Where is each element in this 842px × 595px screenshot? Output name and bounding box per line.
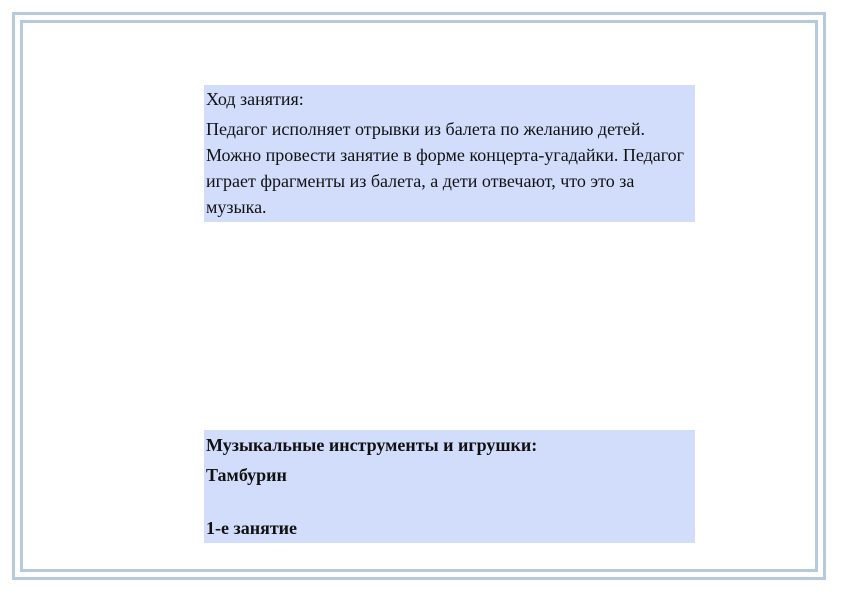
instruments-block <box>204 430 695 543</box>
lesson-progress-heading: Ход занятия: <box>206 89 304 109</box>
lesson-progress-text: Педагог исполняет отрывки из балета по желанию детей. Можно провести занятие в форме концерта-угадайки. Педагог играет фрагменты из балета, а дети отвечают, что это за музыка. <box>206 119 685 217</box>
blank-line <box>206 490 693 513</box>
lesson-progress-block <box>204 85 695 222</box>
instrument-item: Тамбурин <box>206 465 287 485</box>
instruments-heading: Музыкальные инструменты и игрушки: <box>206 435 538 455</box>
session-label: 1-е занятие <box>206 518 298 538</box>
